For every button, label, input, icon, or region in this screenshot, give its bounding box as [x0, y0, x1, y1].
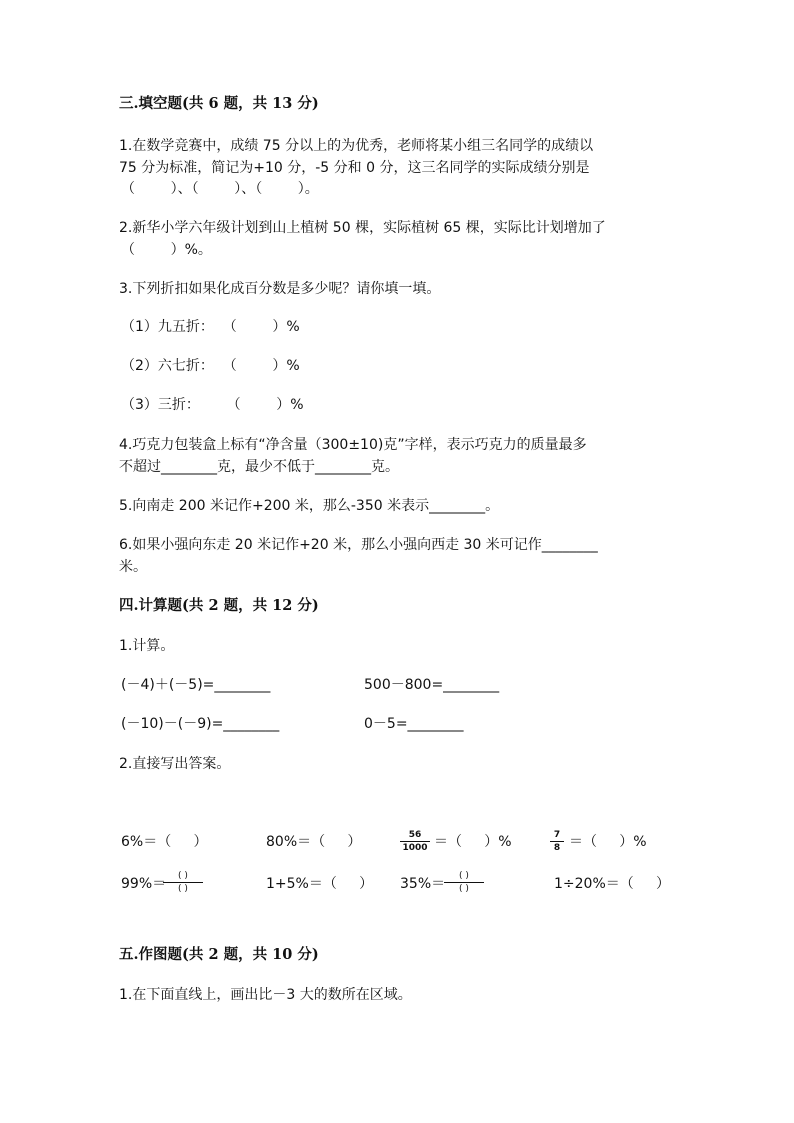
calc-expression: (－10)－(－9)=________	[121, 716, 280, 732]
answer-expression: 1+5%＝（ ）	[266, 876, 374, 892]
answer-expression: 99%＝	[121, 876, 167, 892]
answer-expression: ＝（ ）%	[434, 834, 512, 850]
question-line: 米。	[119, 559, 147, 575]
fraction-blank: ( ) ( )	[163, 871, 203, 894]
section-heading: 五.作图题(共 2 题，共 10 分)	[119, 946, 319, 963]
answer-blanks: （ ）%。	[121, 242, 212, 258]
answer-expression: 35%＝	[400, 876, 446, 892]
question-line: 75 分为标准，简记为+10 分，-5 分和 0 分，这三名同学的实际成绩分别是	[119, 160, 590, 176]
calc-expression: 0－5=________	[364, 716, 464, 732]
sub-item: （3）三折： （ ）%	[121, 397, 304, 413]
question-line: 2.直接写出答案。	[119, 756, 231, 772]
calc-expression: 500－800=________	[364, 677, 500, 693]
question-line: 1.在数学竞赛中，成绩 75 分以上的为优秀，老师将某小组三名同学的成绩以	[119, 138, 594, 154]
fraction: $\frac{7}{8}$	[550, 830, 564, 853]
fraction-blank: ( ) ( )	[444, 871, 484, 894]
question-line: 1.计算。	[119, 638, 175, 654]
question-line: 1.在下面直线上，画出比－3 大的数所在区域。	[119, 987, 412, 1003]
question-line: 5.向南走 200 米记作+200 米，那么-350 米表示________。	[119, 498, 500, 514]
question-line: 2.新华小学六年级计划到山上植树 50 棵，实际植树 65 棵，实际比计划增加了	[119, 220, 606, 236]
section-heading: 三.填空题(共 6 题，共 13 分)	[119, 95, 319, 112]
question-line: 6.如果小强向东走 20 米记作+20 米，那么小强向西走 30 米可记作________	[119, 537, 598, 553]
answer-expression: 1÷20%＝（ ）	[554, 876, 671, 892]
question-line: 3.下列折扣如果化成百分数是多少呢？请你填一填。	[119, 281, 441, 297]
answer-expression: 6%＝（ ）	[121, 834, 208, 850]
fraction: $\frac{56}{1000}$	[400, 830, 430, 853]
answer-expression: 80%＝（ ）	[266, 834, 362, 850]
answer-blanks: （ ）、（ ）、（ ）。	[121, 181, 319, 197]
answer-expression: ＝（ ）%	[569, 834, 647, 850]
question-line: 4.巧克力包装盒上标有“净含量（300±10)克”字样，表示巧克力的质量最多	[119, 437, 587, 453]
calc-expression: (－4)＋(－5)=________	[121, 677, 271, 693]
section-heading: 四.计算题(共 2 题，共 12 分)	[119, 597, 319, 614]
sub-item: （2）六七折： （ ）%	[121, 358, 300, 374]
sub-item: （1）九五折： （ ）%	[121, 319, 300, 335]
question-line: 不超过________克，最少不低于________克。	[119, 459, 399, 475]
